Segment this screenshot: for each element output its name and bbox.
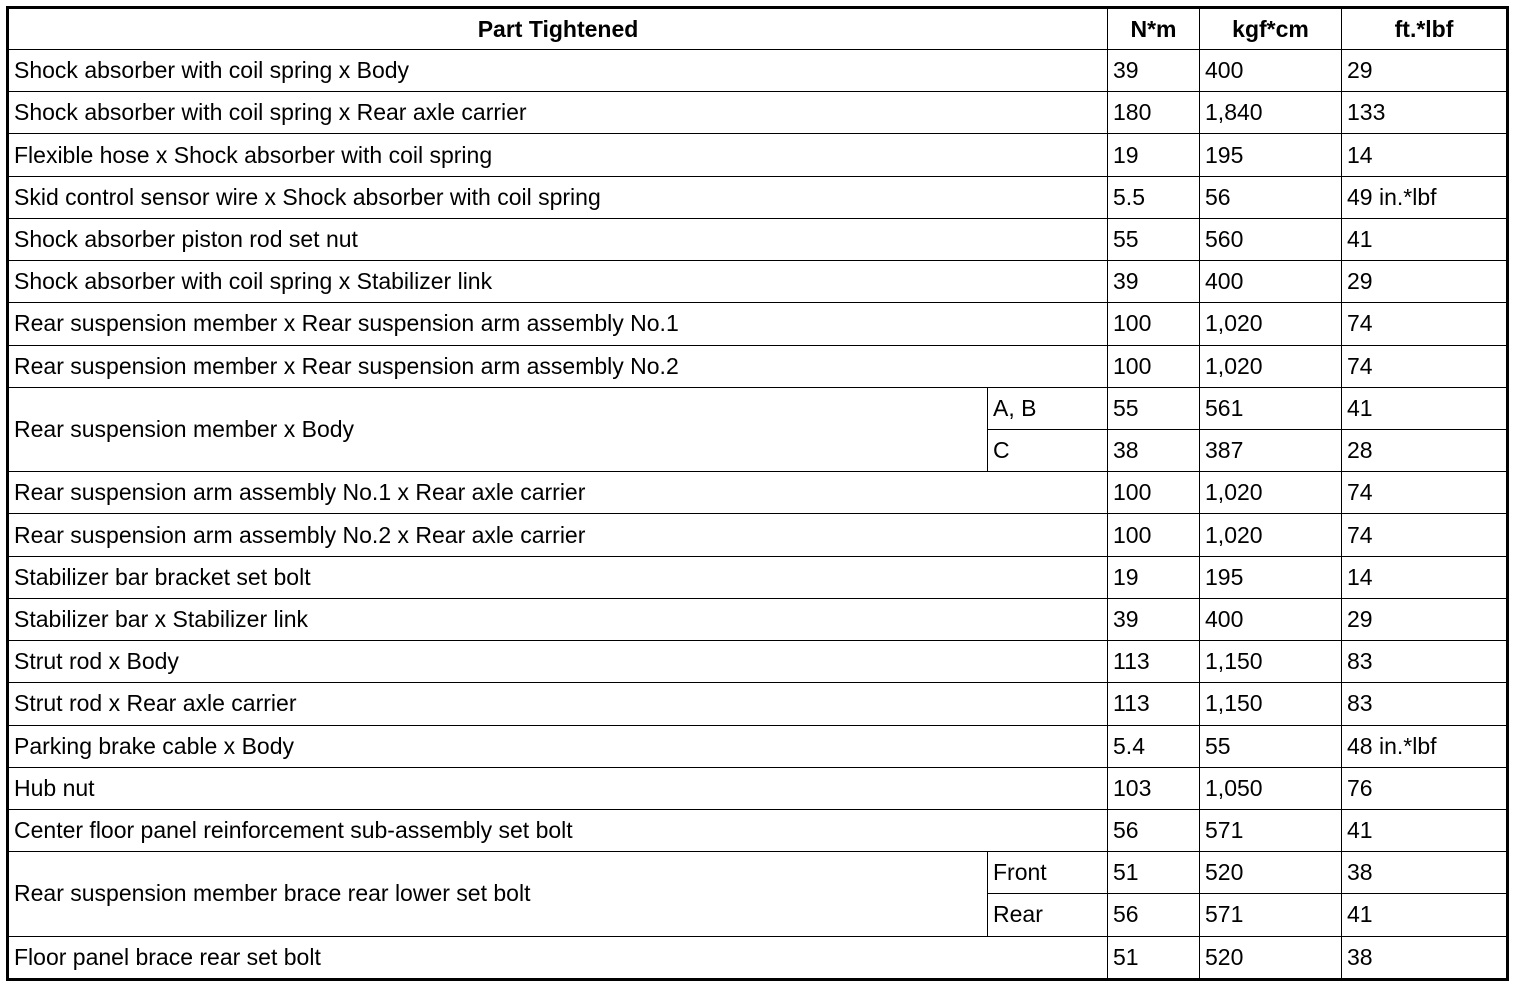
header-kgf-cm: kgf*cm <box>1200 8 1342 50</box>
nm-cell: 100 <box>1108 514 1200 556</box>
ft-lbf-cell: 14 <box>1342 134 1508 176</box>
kgf-cm-cell: 387 <box>1200 429 1342 471</box>
part-name-cell: Rear suspension member brace rear lower set bolt <box>8 852 988 936</box>
table-row <box>8 725 1508 767</box>
table-body <box>8 50 1508 980</box>
nm-cell: 113 <box>1108 641 1200 683</box>
part-name-cell: Strut rod x Body <box>8 641 1108 683</box>
kgf-cm-cell: 1,150 <box>1200 683 1342 725</box>
kgf-cm-cell: 400 <box>1200 261 1342 303</box>
kgf-cm-cell: 1,020 <box>1200 303 1342 345</box>
nm-cell: 39 <box>1108 598 1200 640</box>
kgf-cm-cell: 1,840 <box>1200 92 1342 134</box>
nm-cell: 51 <box>1108 936 1200 979</box>
nm-cell: 100 <box>1108 472 1200 514</box>
sub-location-cell: Front <box>988 852 1108 894</box>
sub-location-cell: Rear <box>988 894 1108 936</box>
table-row <box>8 50 1508 92</box>
nm-cell: 39 <box>1108 50 1200 92</box>
kgf-cm-cell: 400 <box>1200 50 1342 92</box>
kgf-cm-cell: 560 <box>1200 218 1342 260</box>
ft-lbf-cell: 83 <box>1342 641 1508 683</box>
table-row <box>8 683 1508 725</box>
ft-lbf-cell: 74 <box>1342 472 1508 514</box>
table-row <box>8 852 1508 894</box>
table-row <box>8 218 1508 260</box>
kgf-cm-cell: 56 <box>1200 176 1342 218</box>
ft-lbf-cell: 38 <box>1342 936 1508 979</box>
part-name-cell: Hub nut <box>8 767 1108 809</box>
table-row <box>8 514 1508 556</box>
nm-cell: 55 <box>1108 218 1200 260</box>
kgf-cm-cell: 571 <box>1200 809 1342 851</box>
ft-lbf-cell: 74 <box>1342 514 1508 556</box>
ft-lbf-cell: 41 <box>1342 387 1508 429</box>
nm-cell: 39 <box>1108 261 1200 303</box>
kgf-cm-cell: 1,020 <box>1200 345 1342 387</box>
kgf-cm-cell: 1,020 <box>1200 514 1342 556</box>
table-row <box>8 387 1508 429</box>
kgf-cm-cell: 571 <box>1200 894 1342 936</box>
part-name-cell: Stabilizer bar x Stabilizer link <box>8 598 1108 640</box>
table-row <box>8 92 1508 134</box>
part-name-cell: Parking brake cable x Body <box>8 725 1108 767</box>
part-name-cell: Rear suspension member x Rear suspension arm assembly No.1 <box>8 303 1108 345</box>
nm-cell: 180 <box>1108 92 1200 134</box>
ft-lbf-cell: 74 <box>1342 303 1508 345</box>
ft-lbf-cell: 76 <box>1342 767 1508 809</box>
kgf-cm-cell: 1,150 <box>1200 641 1342 683</box>
table-row <box>8 134 1508 176</box>
nm-cell: 100 <box>1108 303 1200 345</box>
nm-cell: 5.5 <box>1108 176 1200 218</box>
part-name-cell: Rear suspension arm assembly No.2 x Rear axle carrier <box>8 514 1108 556</box>
ft-lbf-cell: 29 <box>1342 261 1508 303</box>
table-row <box>8 767 1508 809</box>
part-name-cell: Floor panel brace rear set bolt <box>8 936 1108 979</box>
table-row <box>8 809 1508 851</box>
part-name-cell: Strut rod x Rear axle carrier <box>8 683 1108 725</box>
ft-lbf-cell: 49 in.*lbf <box>1342 176 1508 218</box>
table-row <box>8 598 1508 640</box>
ft-lbf-cell: 41 <box>1342 809 1508 851</box>
nm-cell: 56 <box>1108 894 1200 936</box>
table-row <box>8 261 1508 303</box>
header-nm: N*m <box>1108 8 1200 50</box>
nm-cell: 5.4 <box>1108 725 1200 767</box>
kgf-cm-cell: 195 <box>1200 134 1342 176</box>
part-name-cell: Flexible hose x Shock absorber with coil spring <box>8 134 1108 176</box>
table-row <box>8 936 1508 979</box>
table-row <box>8 345 1508 387</box>
torque-specification-table <box>6 6 1509 981</box>
part-name-cell: Shock absorber with coil spring x Rear axle carrier <box>8 92 1108 134</box>
part-name-cell: Shock absorber with coil spring x Stabilizer link <box>8 261 1108 303</box>
nm-cell: 100 <box>1108 345 1200 387</box>
nm-cell: 56 <box>1108 809 1200 851</box>
nm-cell: 113 <box>1108 683 1200 725</box>
table-row <box>8 556 1508 598</box>
nm-cell: 19 <box>1108 556 1200 598</box>
ft-lbf-cell: 133 <box>1342 92 1508 134</box>
kgf-cm-cell: 195 <box>1200 556 1342 598</box>
ft-lbf-cell: 29 <box>1342 598 1508 640</box>
ft-lbf-cell: 28 <box>1342 429 1508 471</box>
kgf-cm-cell: 520 <box>1200 852 1342 894</box>
kgf-cm-cell: 1,020 <box>1200 472 1342 514</box>
part-name-cell: Stabilizer bar bracket set bolt <box>8 556 1108 598</box>
table-row <box>8 176 1508 218</box>
ft-lbf-cell: 41 <box>1342 894 1508 936</box>
ft-lbf-cell: 48 in.*lbf <box>1342 725 1508 767</box>
kgf-cm-cell: 1,050 <box>1200 767 1342 809</box>
nm-cell: 103 <box>1108 767 1200 809</box>
table-row <box>8 303 1508 345</box>
header-part-tightened: Part Tightened <box>8 8 1108 50</box>
nm-cell: 55 <box>1108 387 1200 429</box>
kgf-cm-cell: 561 <box>1200 387 1342 429</box>
ft-lbf-cell: 41 <box>1342 218 1508 260</box>
kgf-cm-cell: 520 <box>1200 936 1342 979</box>
ft-lbf-cell: 29 <box>1342 50 1508 92</box>
part-name-cell: Skid control sensor wire x Shock absorber with coil spring <box>8 176 1108 218</box>
nm-cell: 51 <box>1108 852 1200 894</box>
ft-lbf-cell: 74 <box>1342 345 1508 387</box>
header-ft-lbf: ft.*lbf <box>1342 8 1508 50</box>
part-name-cell: Rear suspension member x Rear suspension arm assembly No.2 <box>8 345 1108 387</box>
kgf-cm-cell: 400 <box>1200 598 1342 640</box>
part-name-cell: Rear suspension arm assembly No.1 x Rear axle carrier <box>8 472 1108 514</box>
sub-location-cell: C <box>988 429 1108 471</box>
ft-lbf-cell: 83 <box>1342 683 1508 725</box>
sub-location-cell: A, B <box>988 387 1108 429</box>
nm-cell: 19 <box>1108 134 1200 176</box>
ft-lbf-cell: 14 <box>1342 556 1508 598</box>
kgf-cm-cell: 55 <box>1200 725 1342 767</box>
table-row <box>8 472 1508 514</box>
part-name-cell: Center floor panel reinforcement sub-assembly set bolt <box>8 809 1108 851</box>
nm-cell: 38 <box>1108 429 1200 471</box>
header-row <box>8 8 1508 50</box>
part-name-cell: Shock absorber with coil spring x Body <box>8 50 1108 92</box>
part-name-cell: Rear suspension member x Body <box>8 387 988 471</box>
table-row <box>8 641 1508 683</box>
part-name-cell: Shock absorber piston rod set nut <box>8 218 1108 260</box>
ft-lbf-cell: 38 <box>1342 852 1508 894</box>
